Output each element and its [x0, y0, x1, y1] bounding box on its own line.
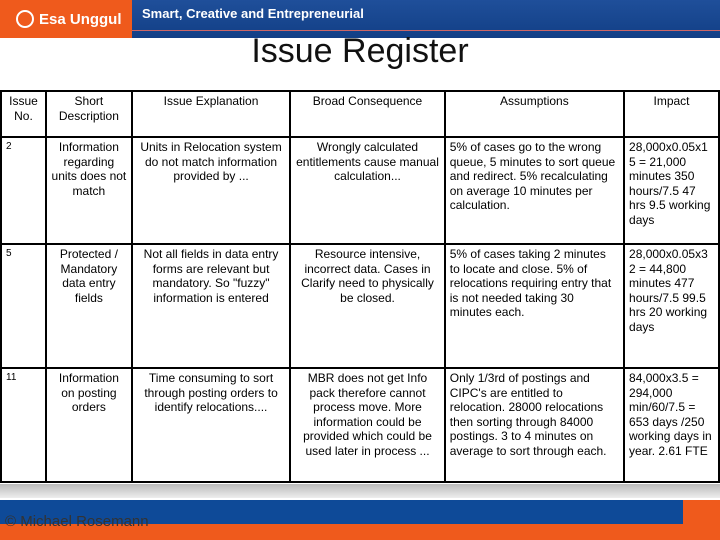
column-header: Issue Explanation — [132, 91, 290, 137]
column-header: Issue No. — [1, 91, 46, 137]
column-header: Impact — [624, 91, 719, 137]
cell: 5 — [1, 244, 46, 368]
column-header: Broad Consequence — [290, 91, 444, 137]
logo-icon — [16, 10, 34, 28]
logo-text: Esa Unggul — [39, 10, 122, 28]
cell: Wrongly calculated entitlements cause manual calculation... — [290, 137, 444, 244]
cell: Not all fields in data entry forms are relevant but mandatory. So "fuzzy" information is entered — [132, 244, 290, 368]
cell: 84,000x3.5 = 294,000 min/60/7.5 = 653 days /250 working days in year. 2.61 FTE — [624, 368, 719, 482]
cell: Information on posting orders — [46, 368, 132, 482]
cell: Only 1/3rd of postings and CIPC's are entitled to relocation. 28000 relocations then sorting through 84000 postings. 3 to 4 minutes on average to sort through each. — [445, 368, 624, 482]
cell: Information regarding units does not match — [46, 137, 132, 244]
table-header-row — [1, 91, 719, 137]
tagline: Smart, Creative and Entrepreneurial — [142, 6, 364, 21]
cell: Time consuming to sort through posting orders to identify relocations.... — [132, 368, 290, 482]
page-title: Issue Register — [251, 32, 469, 70]
cell: 28,000x0.05x1 5 = 21,000 minutes 350 hours/7.5 47 hrs 9.5 working days — [624, 137, 719, 244]
cell: 2 — [1, 137, 46, 244]
column-header: Short Description — [46, 91, 132, 137]
cell: MBR does not get Info pack therefore cannot process move. More information could be provided which could be used later in process ... — [290, 368, 444, 482]
cell: 5% of cases taking 2 minutes to locate and close. 5% of relocations requiring entry that is not needed taking 30 minutes each. — [445, 244, 624, 368]
table-row — [1, 137, 719, 244]
cell: Resource intensive, incorrect data. Cases in Clarify need to physically be closed. — [290, 244, 444, 368]
footer-accent — [683, 500, 720, 524]
column-header: Assumptions — [445, 91, 624, 137]
cell: Protected / Mandatory data entry fields — [46, 244, 132, 368]
issue-table — [0, 90, 720, 483]
cell: Units in Relocation system do not match information provided by ... — [132, 137, 290, 244]
table-row — [1, 244, 719, 368]
cell: 11 — [1, 368, 46, 482]
cell: 28,000x0.05x3 2 = 44,800 minutes 477 hours/7.5 99.5 hrs 20 working days — [624, 244, 719, 368]
table-row — [1, 368, 719, 482]
divider — [132, 30, 720, 31]
footer-shadow — [0, 484, 720, 498]
copyright: © Michael Rosemann — [5, 513, 149, 530]
cell: 5% of cases go to the wrong queue, 5 minutes to sort queue and redirect. 5% recalculating on average 10 minutes per calculation. — [445, 137, 624, 244]
